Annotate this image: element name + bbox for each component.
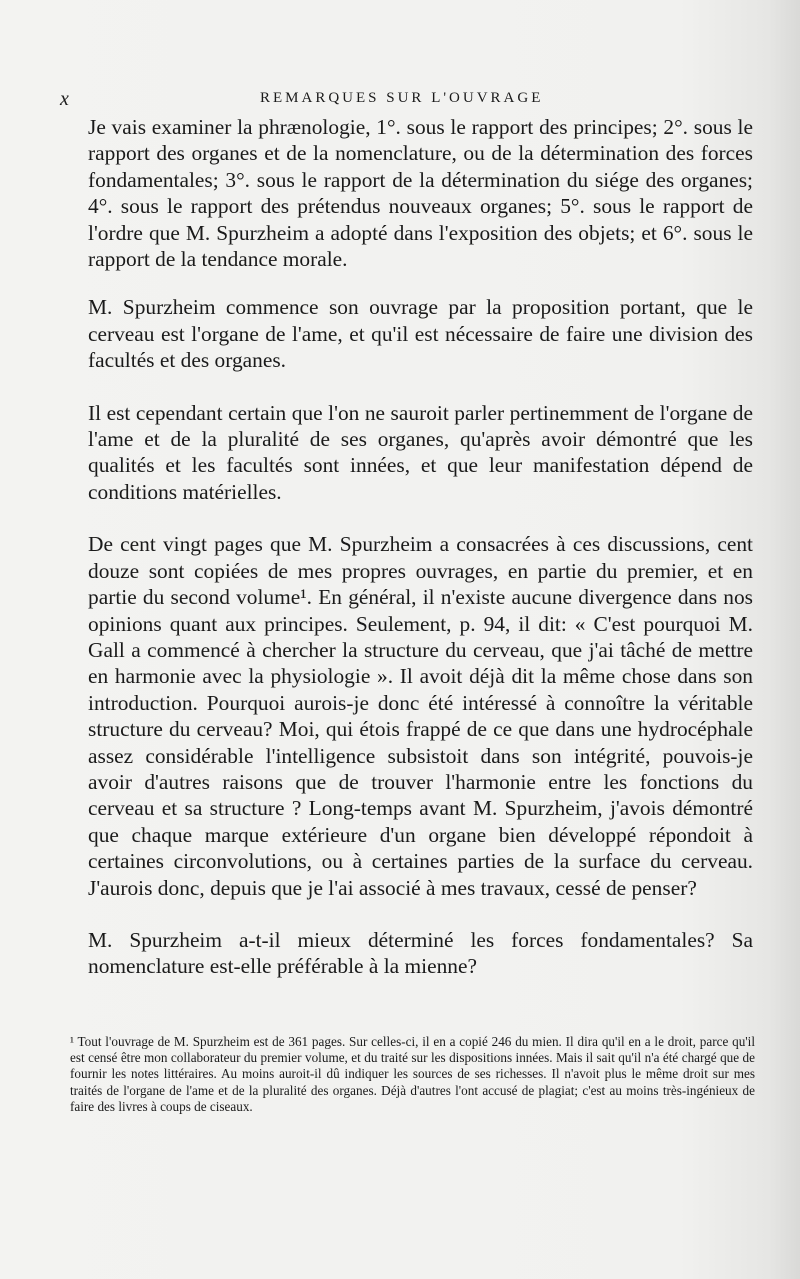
footnote: ¹ Tout l'ouvrage de M. Spurzheim est de 361 pages. Sur celles-ci, il en a copié 246 du mien. Il dira qu'il en a le droit, parce qu'il est censé être mon collaborateur du premier volume, et du traité sur les dispositions innées. Mais il sait qu'il n'a été chargé que de fournir les notes littéraires. Au moins auroit-il dû indiquer les sources de ses richesses. Il n'avoit plus le même droit sur mes traités de l'organe de l'ame et de la pluralité des organes. Déjà d'autres l'ont accusé de plagiat; c'est au moins très-ingénieux de faire des livres à coups de ciseaux. [70, 1034, 755, 1114]
running-head: REMARQUES SUR L'OUVRAGE [260, 90, 544, 106]
page-header [60, 88, 760, 112]
paragraph: De cent vingt pages que M. Spurzheim a consacrées à ces discussions, cent douze sont copiées de mes propres ouvrages, en partie du premier, et en partie du second volume¹. En général, il n'existe aucune divergence dans nos opinions quant aux principes. Seulement, p. 94, il dit: « C'est pourquoi M. Gall a commencé à chercher la structure du cerveau, que j'ai tâché de mettre en harmonie avec la physiologie ». Il avoit déjà dit la même chose dans son introduction. Pourquoi aurois-je donc été intéressé à connoître la véritable structure du cerveau? Moi, qui étois frappé de ce que dans une hydrocéphale assez considérable l'intelligence subsistoit dans son intégrité, pouvois-je avoir d'autres raisons que de trouver l'harmonie entre les fonctions du cerveau et sa structure ? Long-temps avant M. Spurzheim, j'avois démontré que chaque marque extérieure d'un organe bien développé répondoit à certaines circonvolutions, ou à certaines parties de la surface du cerveau. J'aurois donc, depuis que je l'ai associé à mes travaux, cessé de penser? [88, 532, 753, 900]
paragraph: M. Spurzheim commence son ouvrage par la proposition portant, que le cerveau est l'organe de l'ame, et qu'il est nécessaire de faire une division des facultés et des organes. [88, 295, 753, 373]
page-number: x [60, 88, 69, 110]
paragraph: M. Spurzheim a-t-il mieux déterminé les forces fondamentales? Sa nomenclature est-elle préférable à la mienne? [88, 927, 753, 979]
main-text [88, 114, 753, 980]
paragraph: Je vais examiner la phrænologie, 1°. sous le rapport des principes; 2°. sous le rapport des organes et de la nomenclature, ou de la détermination des forces fondamentales; 3°. sous le rapport de la détermination du siége des organes; 4°. sous le rapport des prétendus nouveaux organes; 5°. sous le rapport de l'ordre que M. Spurzheim a adopté dans l'exposition des objets; et 6°. sous le rapport de la tendance morale. [88, 115, 753, 272]
footnotes [70, 1034, 755, 1115]
paragraph: Il est cependant certain que l'on ne sauroit parler pertinemment de l'organe de l'ame et de la pluralité de ses organes, qu'après avoir démontré que les qualités et les facultés sont innées, et que leur manifestation dépend de conditions matérielles. [88, 400, 753, 504]
